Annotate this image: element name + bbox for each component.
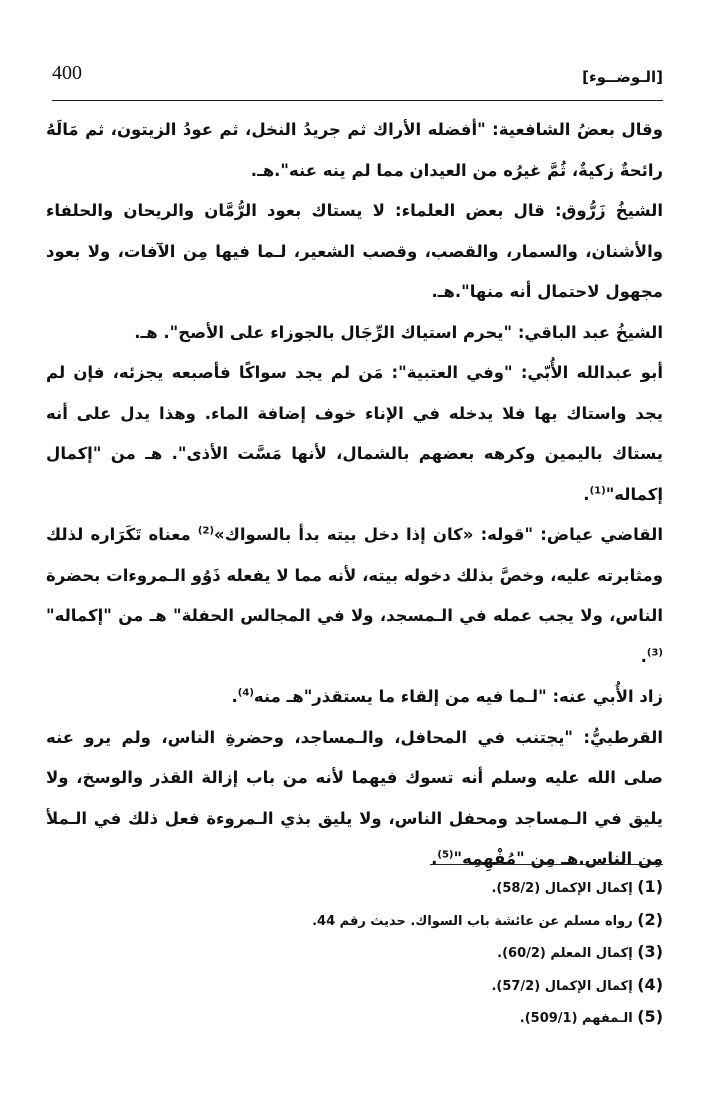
paragraph-qurtubi: القرطبيُّ: "يجتنب في المحافل، والـمساجد، وحضرةِ الناس، ولم يرو عنه صلى الله عليه وسلم أنه تسوك فيهما لأنه من باب إزالة القذر والوسخ، ولا يليق في الـمساجد ومحفل الناس، ولا يليق بذي الـمروءة فعل ذلك في الـملأ مِن الناس.هـ مِن "مُفْهِمِه"$^{(5)}$.	[46, 727, 663, 868]
footnote-item: (1) إكمال الإكمال (58/2).	[491, 877, 663, 896]
footnote-ref: (1)	[589, 485, 606, 496]
footnote-ref: (4)	[237, 687, 254, 699]
footnote-ref: (3)	[646, 647, 663, 658]
paragraph-ubbi: أبو عبدالله الأُبّي: "وفي العتبية": مَن لم يجد سواكًا فأصبعه يجزئه، فإن لم يجد واستاك بها فلا يدخله في الإناء خوف إضافة الماء. وهذا يدل على أنه يستاك باليمين وكرهه بعضهم بالشمال، لأنها مَسَّت الأذى". هـ من "إكمال إكماله"$^{(1)}$.	[46, 363, 663, 504]
footnote-item: (2) رواه مسلم عن عائشة باب السواك. حديث رقم 44.	[312, 909, 663, 929]
main-text	[46, 110, 663, 880]
header-rule	[52, 100, 663, 101]
footnotes	[40, 872, 663, 1035]
footnote-item: (3) إكمال المعلم (60/2).	[497, 942, 663, 961]
footnote-item: (5) الـمفهم (509/1).	[519, 1007, 663, 1026]
footnote-separator	[430, 864, 663, 865]
paragraph-zarruq: الشيخُ زَرُّوق: قال بعض العلماء: لا يستاك بعود الرُّمَّان والريحان والحلفاء والأشنان، والسمار، والقصب، وقصب الشعير، لـما فيها مِن الآفات، ولا بعود مجهول لاحتمال أنه منها".هـ.	[46, 201, 663, 301]
paragraph-abd-albaqi: الشيخُ عبد الباقي: "يحرم استياك الرِّجَال بالجوزاء على الأصح". هـ.	[134, 322, 663, 342]
page-header	[52, 62, 663, 102]
footnote-item: (4) إكمال الإكمال (57/2).	[491, 974, 663, 994]
footnote-ref: (2)	[197, 525, 215, 537]
running-title: [الـوضــوء]	[582, 68, 663, 86]
paragraph-ubbi-addition: زاد الأُبي عنه: "لـما فيه من إلقاء ما يستقذر"هـ منه$^{(4)}$.	[231, 687, 663, 706]
paragraph-qadi-iyad: القاضي عياض: "قوله: «كان إذا دخل بيته بدأ بالسواك»$^{(2)}$ معناه تَكَرَاره لذلك ومثابرته عليه، وخصَّ بذلك دخوله بيته، لأنه مما لا يفعله ذَوُو الـمروءات بحضرة الناس، ولا يجب عمله في الـمسجد، ولا في المجالس الحفلة" هـ من "إكماله"$^{(3)}$.	[46, 525, 663, 666]
footnote-ref: (5)	[437, 849, 454, 861]
page-number: 400	[52, 62, 82, 84]
paragraph-shafiiya: وقال بعضُ الشافعية: "أفضله الأراك ثم جريدُ النخل، ثم عودُ الزيتون، ثم مَالَهُ رائحةٌ زكيةٌ، ثُمَّ غيرُه من العيدان مما لم ينه عنه".هـ.	[46, 120, 663, 180]
